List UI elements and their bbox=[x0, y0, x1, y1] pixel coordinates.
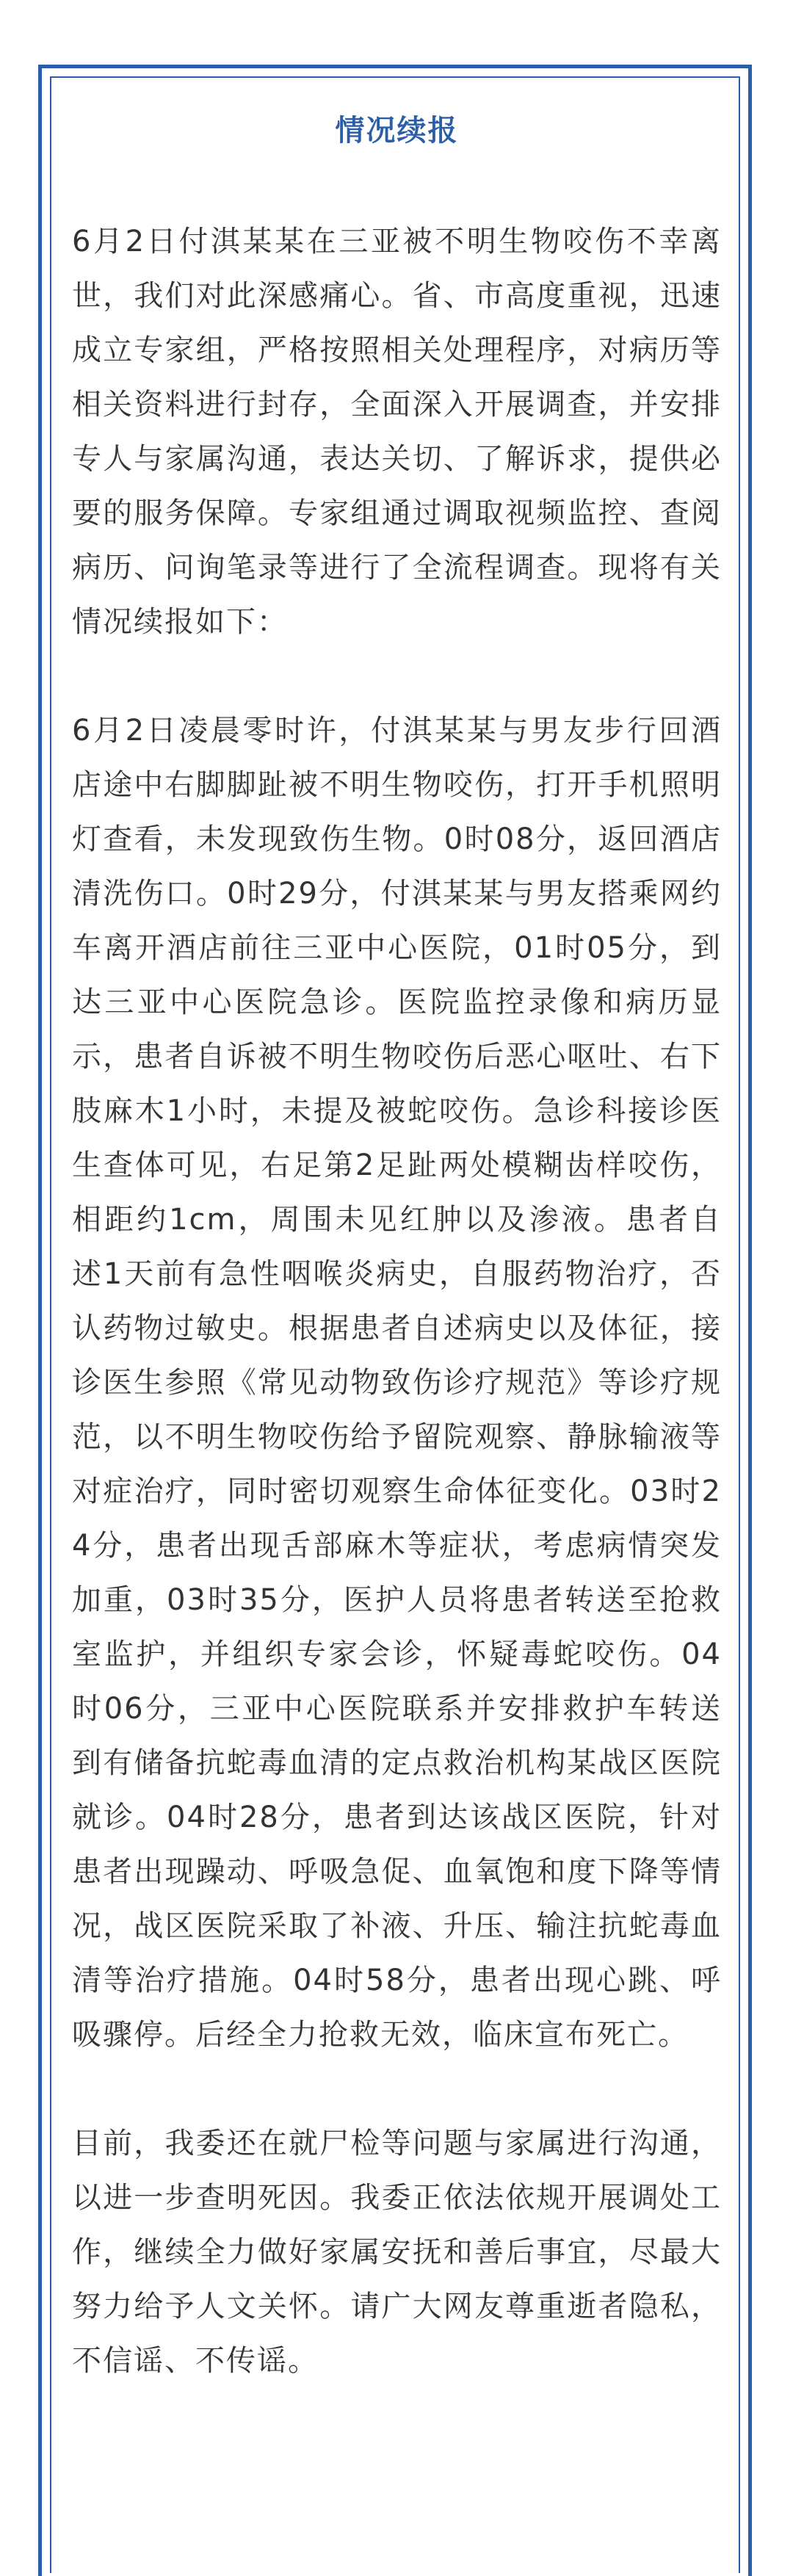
article bbox=[72, 94, 722, 2388]
paragraph-timeline: 6月2日凌晨零时许，付淇某某与男友步行回酒店途中右脚脚趾被不明生物咬伤，打开手机照明灯查看，未发现致伤生物。0时08分，返回酒店清洗伤口。0时29分，付淇某某与男友搭乘网约车离开酒店前往三亚中心医院，01时05分，到达三亚中心医院急诊。医院监控录像和病历显示，患者自诉被不明生物咬伤后恶心呕吐、右下肢麻木1小时，未提及被蛇咬伤。急诊科接诊医生查体可见，右足第2足趾两处模糊齿样咬伤，相距约1cm，周围未见红肿以及渗液。患者自述1天前有急性咽喉炎病史，自服药物治疗，否认药物过敏史。根据患者自述病史以及体征，接诊医生参照《常见动物致伤诊疗规范》等诊疗规范，以不明生物咬伤给予留院观察、静脉输液等对症治疗，同时密切观察生命体征变化。03时24分，患者出现舌部麻木等症状，考虑病情突发加重，03时35分，医护人员将患者转送至抢救室监护，并组织专家会诊，怀疑毒蛇咬伤。04时06分，三亚中心医院联系并安排救护车转送到有储备抗蛇毒血清的定点救治机构某战区医院就诊。04时28分，患者到达该战区医院，针对患者出现躁动、呼吸急促、血氧饱和度下降等情况，战区医院采取了补液、升压、输注抗蛇毒血清等治疗措施。04时58分，患者出现心跳、呼吸骤停。后经全力抢救无效，临床宣布死亡。 bbox=[72, 714, 722, 2052]
paragraph-closing: 目前，我委还在就尸检等问题与家属进行沟通，以进一步查明死因。我委正依法依规开展调处工作，继续全力做好家属安抚和善后事宜，尽最大努力给予人文关怀。请广大网友尊重逝者隐私，不信谣、不传谣。 bbox=[72, 2127, 722, 2378]
page-title: 情况续报 bbox=[335, 114, 459, 148]
paragraph-intro: 6月2日付淇某某在三亚被不明生物咬伤不幸离世，我们对此深感痛心。省、市高度重视，迅速成立专家组，严格按照相关处理程序，对病历等相关资料进行封存，全面深入开展调查，并安排专人与家属沟通，表达关切、了解诉求，提供必要的服务保障。专家组通过调取视频监控、查阅病历、问询笔录等进行了全流程调查。现将有关情况续报如下： bbox=[72, 225, 722, 639]
